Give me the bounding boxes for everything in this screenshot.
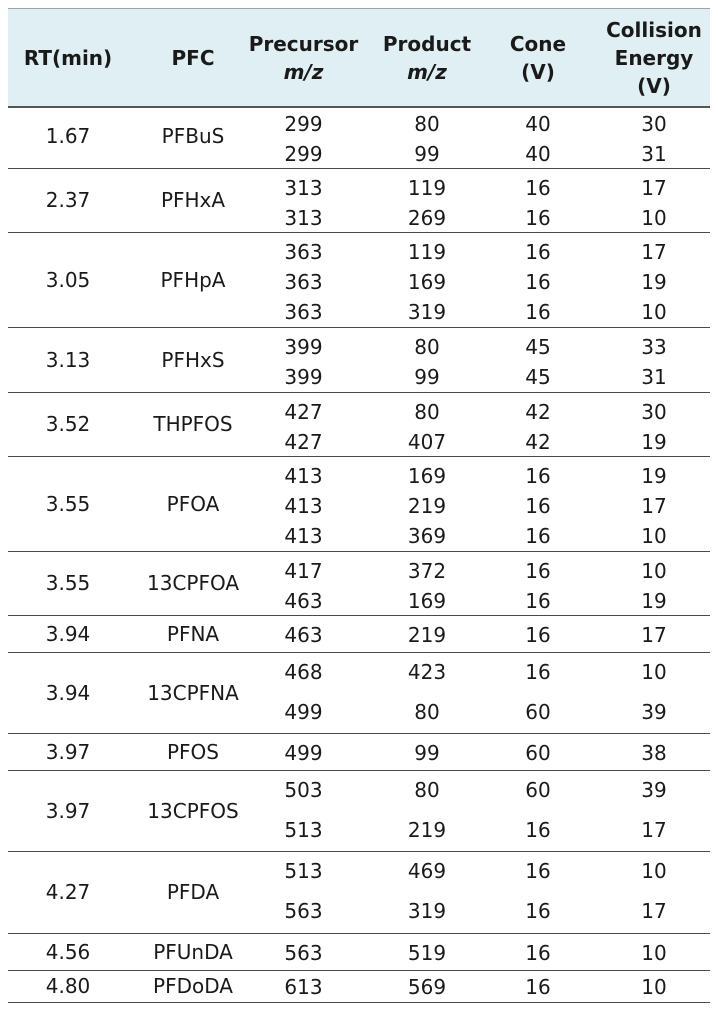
cone-voltage-cell: 40 (525, 142, 551, 166)
precursor-mz-cell: 413 (284, 464, 323, 488)
header-precursor (248, 9, 359, 106)
pfc-cell: PFBuS (161, 124, 225, 148)
compound-group (8, 734, 710, 771)
precursor-mz-cell: 499 (284, 741, 323, 765)
cone-voltage-cell: 42 (525, 400, 551, 424)
collision-energy-cell: 10 (641, 660, 667, 684)
collision-energy-cell: 10 (641, 941, 667, 965)
pfc-cell: 13CPFOA (146, 571, 240, 595)
header-precursor-label: Precursor (248, 31, 359, 56)
collision-energy-cell: 31 (641, 142, 667, 166)
product-mz-cell: 219 (407, 494, 447, 518)
collision-energy-cell: 19 (641, 430, 667, 454)
product-mz-cell: 80 (414, 778, 440, 802)
collision-energy-cell: 19 (641, 270, 667, 294)
cone-voltage-cell: 16 (525, 176, 551, 200)
cone-voltage-cell: 16 (525, 206, 551, 230)
precursor-mz-cell: 413 (284, 524, 323, 548)
collision-energy-cell: 10 (641, 206, 667, 230)
product-mz-cell: 423 (407, 660, 447, 684)
cone-voltage-cell: 16 (525, 524, 551, 548)
pfc-cell: PFHpA (160, 268, 226, 292)
precursor-mz-cell: 513 (284, 859, 323, 883)
header-cone (481, 9, 595, 106)
collision-energy-cell: 17 (641, 240, 667, 264)
product-mz-cell: 119 (407, 176, 447, 200)
mrm-transitions-table (8, 8, 710, 1003)
precursor-mz-cell: 363 (284, 240, 323, 264)
cone-voltage-cell: 16 (525, 818, 551, 842)
precursor-mz-cell: 413 (284, 494, 323, 518)
precursor-mz-cell: 499 (284, 700, 323, 724)
collision-energy-cell: 31 (641, 365, 667, 389)
precursor-mz-cell: 463 (284, 589, 323, 613)
collision-energy-cell: 38 (641, 741, 667, 765)
product-mz-cell: 519 (407, 941, 447, 965)
precursor-mz-cell: 468 (284, 660, 323, 684)
header-rt (8, 9, 128, 106)
rt-cell: 2.37 (45, 188, 91, 212)
compound-group (8, 653, 710, 734)
rt-cell: 4.56 (45, 940, 91, 964)
product-mz-cell: 169 (407, 270, 447, 294)
product-mz-cell: 99 (414, 142, 440, 166)
cone-voltage-cell: 16 (525, 300, 551, 324)
precursor-mz-cell: 399 (284, 365, 323, 389)
compound-group (8, 971, 710, 1003)
rt-cell: 1.67 (45, 124, 91, 148)
product-mz-cell: 469 (407, 859, 447, 883)
cone-voltage-cell: 60 (525, 700, 551, 724)
cone-voltage-cell: 45 (525, 365, 551, 389)
product-mz-cell: 80 (414, 700, 440, 724)
compound-group (8, 552, 710, 616)
header-collision-energy (598, 9, 710, 106)
header-collision-label-1: Collision (606, 17, 702, 42)
product-mz-cell: 569 (407, 975, 447, 999)
product-mz-cell: 80 (414, 335, 440, 359)
cone-voltage-cell: 16 (525, 464, 551, 488)
precursor-mz-cell: 563 (284, 941, 323, 965)
pfc-cell: PFOS (166, 740, 219, 764)
collision-energy-cell: 10 (641, 859, 667, 883)
cone-voltage-cell: 16 (525, 240, 551, 264)
compound-group (8, 328, 710, 393)
collision-energy-cell: 10 (641, 559, 667, 583)
product-mz-cell: 169 (407, 589, 447, 613)
collision-energy-cell: 30 (641, 112, 667, 136)
collision-energy-cell: 33 (641, 335, 667, 359)
header-cone-unit: (V) (521, 59, 555, 84)
table-header (8, 8, 710, 108)
pfc-cell: 13CPFOS (147, 799, 239, 823)
product-mz-cell: 119 (407, 240, 447, 264)
cone-voltage-cell: 16 (525, 660, 551, 684)
cone-voltage-cell: 40 (525, 112, 551, 136)
header-pfc-label: PFC (171, 45, 215, 70)
collision-energy-cell: 39 (641, 700, 667, 724)
product-mz-cell: 269 (407, 206, 447, 230)
header-product-unit: m/z (407, 59, 447, 84)
precursor-mz-cell: 613 (284, 975, 323, 999)
collision-energy-cell: 39 (641, 778, 667, 802)
rt-cell: 3.94 (45, 681, 91, 705)
precursor-mz-cell: 363 (284, 270, 323, 294)
rt-cell: 3.05 (45, 268, 91, 292)
precursor-mz-cell: 503 (284, 778, 323, 802)
compound-group (8, 233, 710, 328)
pfc-cell: 13CPFNA (147, 681, 239, 705)
precursor-mz-cell: 417 (284, 559, 323, 583)
header-collision-label-2: Energy (614, 45, 694, 70)
rt-cell: 4.27 (45, 880, 91, 904)
precursor-mz-cell: 313 (284, 176, 323, 200)
product-mz-cell: 219 (407, 818, 447, 842)
cone-voltage-cell: 16 (525, 589, 551, 613)
product-mz-cell: 319 (407, 300, 447, 324)
compound-group (8, 934, 710, 971)
rt-cell: 3.97 (45, 799, 91, 823)
collision-energy-cell: 19 (641, 464, 667, 488)
compound-group (8, 616, 710, 653)
collision-energy-cell: 17 (641, 494, 667, 518)
collision-energy-cell: 10 (641, 300, 667, 324)
pfc-cell: PFUnDA (153, 940, 233, 964)
collision-energy-cell: 17 (641, 623, 667, 647)
pfc-cell: PFHxS (161, 348, 225, 372)
rt-cell: 3.94 (45, 622, 91, 646)
pfc-cell: PFDA (166, 880, 220, 904)
header-product (374, 9, 480, 106)
compound-group (8, 105, 710, 169)
cone-voltage-cell: 16 (525, 494, 551, 518)
compound-group (8, 852, 710, 934)
precursor-mz-cell: 427 (284, 400, 323, 424)
collision-energy-cell: 17 (641, 818, 667, 842)
collision-energy-cell: 10 (641, 975, 667, 999)
rt-cell: 3.97 (45, 740, 91, 764)
collision-energy-cell: 19 (641, 589, 667, 613)
compound-group (8, 169, 710, 233)
header-collision-unit: (V) (637, 73, 671, 98)
precursor-mz-cell: 463 (284, 623, 323, 647)
header-product-label: Product (382, 31, 472, 56)
precursor-mz-cell: 427 (284, 430, 323, 454)
collision-energy-cell: 10 (641, 524, 667, 548)
rt-cell: 4.80 (45, 974, 91, 998)
cone-voltage-cell: 42 (525, 430, 551, 454)
pfc-cell: PFHxA (160, 188, 226, 212)
rt-cell: 3.55 (45, 571, 91, 595)
pfc-cell: PFNA (166, 622, 220, 646)
collision-energy-cell: 17 (641, 176, 667, 200)
cone-voltage-cell: 60 (525, 741, 551, 765)
cone-voltage-cell: 45 (525, 335, 551, 359)
cone-voltage-cell: 16 (525, 559, 551, 583)
product-mz-cell: 80 (414, 400, 440, 424)
header-precursor-unit: m/z (283, 59, 324, 84)
cone-voltage-cell: 16 (525, 270, 551, 294)
product-mz-cell: 369 (407, 524, 447, 548)
compound-group (8, 393, 710, 457)
precursor-mz-cell: 363 (284, 300, 323, 324)
compound-group (8, 771, 710, 852)
rt-cell: 3.13 (45, 348, 91, 372)
product-mz-cell: 219 (407, 623, 447, 647)
compound-group (8, 457, 710, 552)
cone-voltage-cell: 60 (525, 778, 551, 802)
product-mz-cell: 169 (407, 464, 447, 488)
header-rt-label: RT(min) (23, 45, 113, 70)
precursor-mz-cell: 563 (284, 899, 323, 923)
precursor-mz-cell: 313 (284, 206, 323, 230)
rt-cell: 3.52 (45, 412, 91, 436)
product-mz-cell: 372 (407, 559, 447, 583)
header-pfc (128, 9, 258, 106)
collision-energy-cell: 30 (641, 400, 667, 424)
pfc-cell: PFOA (166, 492, 220, 516)
product-mz-cell: 319 (407, 899, 447, 923)
precursor-mz-cell: 299 (284, 112, 323, 136)
product-mz-cell: 99 (414, 741, 440, 765)
product-mz-cell: 407 (407, 430, 447, 454)
collision-energy-cell: 17 (641, 899, 667, 923)
product-mz-cell: 80 (414, 112, 440, 136)
precursor-mz-cell: 299 (284, 142, 323, 166)
cone-voltage-cell: 16 (525, 623, 551, 647)
header-cone-label: Cone (509, 31, 567, 56)
pfc-cell: THPFOS (153, 412, 233, 436)
pfc-cell: PFDoDA (153, 974, 233, 998)
product-mz-cell: 99 (414, 365, 440, 389)
rt-cell: 3.55 (45, 492, 91, 516)
cone-voltage-cell: 16 (525, 941, 551, 965)
precursor-mz-cell: 399 (284, 335, 323, 359)
cone-voltage-cell: 16 (525, 899, 551, 923)
cone-voltage-cell: 16 (525, 859, 551, 883)
cone-voltage-cell: 16 (525, 975, 551, 999)
precursor-mz-cell: 513 (284, 818, 323, 842)
